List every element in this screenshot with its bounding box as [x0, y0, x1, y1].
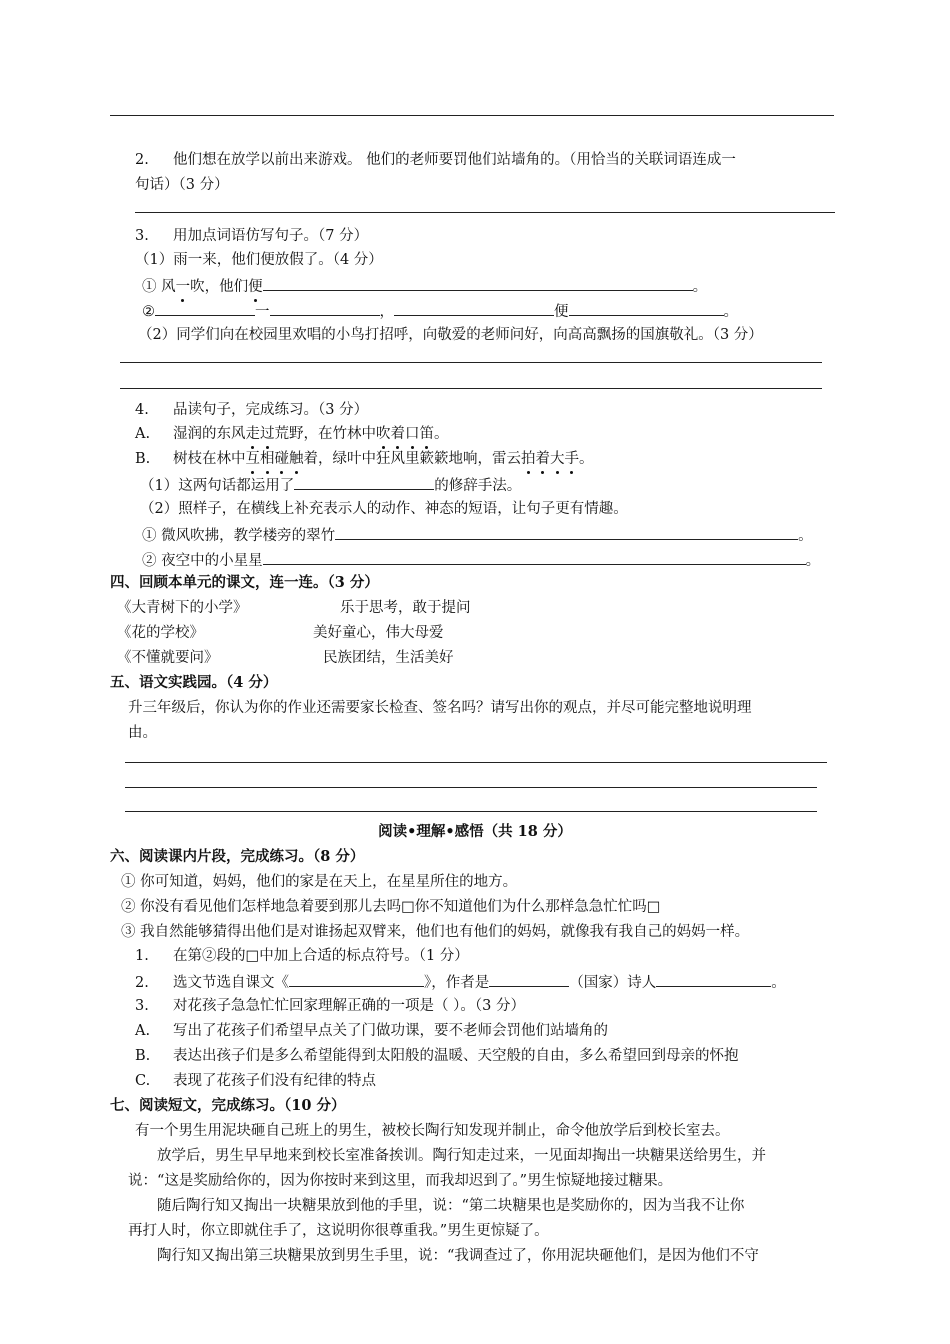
text-fragment: 便: [554, 304, 569, 320]
question-text: 在第②段的□中加上合适的标点符号。（1 分）: [173, 948, 469, 964]
fill-blank[interactable]: [294, 474, 434, 490]
section5-prompt: 升三年级后，你认为你的作业还需要家长检查、签名吗？请写出你的观点，并尽可能完整地说明理: [128, 700, 752, 716]
q3-example1: [142, 275, 707, 297]
text-fragment: 。: [771, 975, 786, 991]
section7-title: 七、阅读短文，完成练习。（10 分）: [110, 1097, 346, 1114]
q3-sub2: （2）同学们向在校园里欢唱的小鸟打招呼，向敬爱的老师问好，向高高飘扬的国旗敬礼。（3 分）: [138, 327, 763, 343]
answer-line[interactable]: [110, 115, 834, 116]
story-line: 放学后，男生早早地来到校长室准备挨训。陶行知走过来，一见面却掏出一块糖果送给男生，并: [157, 1148, 766, 1164]
text-fragment: 。: [434, 426, 449, 442]
question-number: 3.: [135, 998, 149, 1014]
q2-text-cont: 句话）（3 分）: [135, 177, 229, 193]
option-label: B.: [135, 1048, 151, 1064]
answer-line[interactable]: [125, 787, 817, 788]
text-fragment: 一: [255, 304, 270, 320]
text-fragment: （国家）诗人: [569, 975, 657, 991]
fill-blank[interactable]: [569, 300, 724, 316]
q3-number: 3.: [135, 228, 149, 244]
s6-q3: [135, 996, 525, 1016]
question-text: 对花孩子急急忙忙回家理解正确的一项是（ ）。（3 分）: [173, 998, 525, 1014]
dotted-word: 着: [535, 451, 550, 467]
match-right-item[interactable]: 美好童心，伟大母爱: [313, 625, 444, 641]
fill-blank[interactable]: [394, 300, 554, 316]
q4-line: [135, 400, 368, 420]
answer-line[interactable]: [125, 811, 817, 812]
q3-text: 用加点词语仿写句子。（7 分）: [173, 228, 369, 244]
text-fragment: ②: [142, 304, 155, 320]
match-left-item[interactable]: 《不懂就要问》: [117, 650, 219, 666]
text-fragment: 吹，他们: [190, 279, 249, 295]
text-fragment: ① 风: [142, 279, 176, 295]
dotted-word: 拍: [521, 451, 536, 467]
q2-text: 他们想在放学以前出来游戏。 他们的老师要罚他们站墙角的。（用恰当的关联词语连成一: [173, 152, 736, 168]
story-line: 随后陶行知又掏出一块糖果放到他的手里，说：“第二块糖果也是奖励你的，因为当我不让你: [157, 1198, 745, 1214]
q2-number: 2.: [135, 152, 149, 168]
option-label: C.: [135, 1073, 151, 1089]
q4-example1: [142, 524, 813, 546]
choice-option[interactable]: [135, 1046, 739, 1066]
dotted-word: 手: [564, 451, 579, 467]
match-right-item[interactable]: 乐于思考，敢于提问: [340, 600, 471, 616]
text-fragment: ① 微风吹拂，教学楼旁的翠竹: [142, 528, 336, 544]
fill-blank[interactable]: [263, 275, 693, 291]
option-label: A.: [135, 426, 151, 442]
fill-blank[interactable]: [289, 971, 424, 987]
passage-paragraph: ② 你没有看见他们怎样地急着要到那儿去吗□你不知道他们为什么那样急急忙忙吗□: [121, 899, 661, 915]
fill-blank[interactable]: [489, 971, 569, 987]
q4-example2: [142, 549, 820, 571]
fill-blank[interactable]: [656, 971, 771, 987]
choice-option[interactable]: [135, 1071, 376, 1091]
story-line: 说：“这是奖励给你的，因为你按时来到这里，而我却迟到了。”男生惊疑地接过糖果。: [128, 1173, 673, 1189]
q4-number: 4.: [135, 402, 149, 418]
story-line: 陶行知又掏出第三块糖果放到男生手里，说：“我调查过了，你用泥块砸他们，是因为他们不守: [157, 1248, 759, 1264]
q4-sentence-b: [135, 449, 594, 469]
story-line: 有一个男生用泥块砸自己班上的男生，被校长陶行知发现并制止，命令他放学后到校长室去。: [135, 1123, 730, 1139]
option-label: B.: [135, 451, 151, 467]
answer-line[interactable]: [120, 362, 822, 363]
dotted-word: 着: [390, 426, 405, 442]
fill-blank[interactable]: [335, 524, 798, 540]
dotted-word: 互: [245, 451, 260, 467]
text-fragment: ，: [379, 304, 394, 320]
dotted-word: 便: [248, 279, 263, 295]
text-fragment: 。: [723, 304, 738, 320]
section5-prompt-cont: 由。: [128, 725, 157, 741]
option-text: 写出了花孩子们希望早点关了门做功课，要不老师会罚他们站墙角的: [173, 1023, 608, 1039]
q4-sub1: [140, 474, 521, 496]
text-fragment: 树枝在林中: [173, 451, 246, 467]
section5-title: 五、语文实践园。（4 分）: [110, 674, 278, 691]
question-number: 2.: [135, 975, 149, 991]
section4-title: 四、回顾本单元的课文，连一连。（3 分）: [110, 574, 379, 591]
passage-paragraph: ③ 我自然能够猜得出他们是对谁扬起双臂来，他们也有他们的妈妈，就像我有我自己的妈妈一样。: [121, 924, 750, 940]
q2-line: [135, 150, 736, 170]
text-fragment: 荒野，在竹林中: [274, 426, 376, 442]
text-fragment: 。: [805, 553, 821, 569]
dotted-word: 触: [289, 451, 304, 467]
option-label: A.: [135, 1023, 151, 1039]
match-left-item[interactable]: 《花的学校》: [117, 625, 204, 641]
text-fragment: 》，作者是: [424, 975, 490, 991]
q3-line: [135, 226, 368, 246]
answer-line[interactable]: [135, 212, 835, 213]
text-fragment: 。: [798, 528, 813, 544]
text-fragment: ② 夜空中的小星星: [142, 553, 263, 569]
section6-title: 六、阅读课内片段，完成练习。（8 分）: [110, 848, 365, 865]
option-text: 表达出孩子们是多么希望能得到太阳般的温暖、天空般的自由，多么希望回到母亲的怀抱: [173, 1048, 739, 1064]
fill-blank[interactable]: [263, 549, 806, 565]
text-fragment: 选文节选自课文《: [173, 975, 289, 991]
text-fragment: 湿润的东风: [173, 426, 246, 442]
text-fragment: 。: [692, 279, 708, 295]
option-text: 表现了花孩子们没有纪律的特点: [173, 1073, 376, 1089]
fill-blank[interactable]: [270, 300, 380, 316]
story-line: 再打人时，你立即就住手了，这说明你很尊重我。”男生更惊疑了。: [128, 1223, 549, 1239]
question-number: 1.: [135, 948, 149, 964]
text-fragment: 的修辞手法。: [434, 478, 522, 494]
dotted-word: 碰: [274, 451, 289, 467]
dotted-word: 笛: [419, 426, 434, 442]
q3-sub1: （1）雨一来，他们便放假了。（4 分）: [135, 252, 383, 268]
answer-line[interactable]: [120, 388, 822, 389]
text-fragment: 着，绿叶中狂风里簌簌地响，雷云: [303, 451, 521, 467]
q4-text: 品读句子，完成练习。（3 分）: [173, 402, 369, 418]
reading-section-header: 阅读•理解•感悟（共 18 分）: [378, 823, 572, 840]
passage-paragraph: ① 你可知道，妈妈，他们的家是在天上，在星星所住的地方。: [121, 874, 518, 890]
match-left-item[interactable]: 《大青树下的小学》: [117, 600, 248, 616]
q4-sentence-a: [135, 424, 449, 444]
s6-q1: [135, 946, 469, 966]
dotted-word: 吹: [376, 426, 391, 442]
dotted-word: 过: [260, 426, 275, 442]
text-fragment: （1）这两句话都运用了: [140, 478, 295, 494]
s6-q2: [135, 971, 786, 993]
choice-option[interactable]: [135, 1021, 608, 1041]
dotted-word: 一: [175, 279, 191, 295]
fill-blank[interactable]: [155, 300, 255, 316]
dotted-word: 相: [260, 451, 275, 467]
answer-line[interactable]: [125, 762, 827, 763]
dotted-word: 口: [405, 426, 420, 442]
match-right-item[interactable]: 民族团结，生活美好: [323, 650, 454, 666]
dotted-word: 走: [245, 426, 260, 442]
dotted-word: 大: [550, 451, 565, 467]
q4-sub2: （2）照样子，在横线上补充表示人的动作、神态的短语，让句子更有情趣。: [140, 501, 628, 517]
q3-example2: [142, 300, 738, 322]
text-fragment: 。: [579, 451, 594, 467]
